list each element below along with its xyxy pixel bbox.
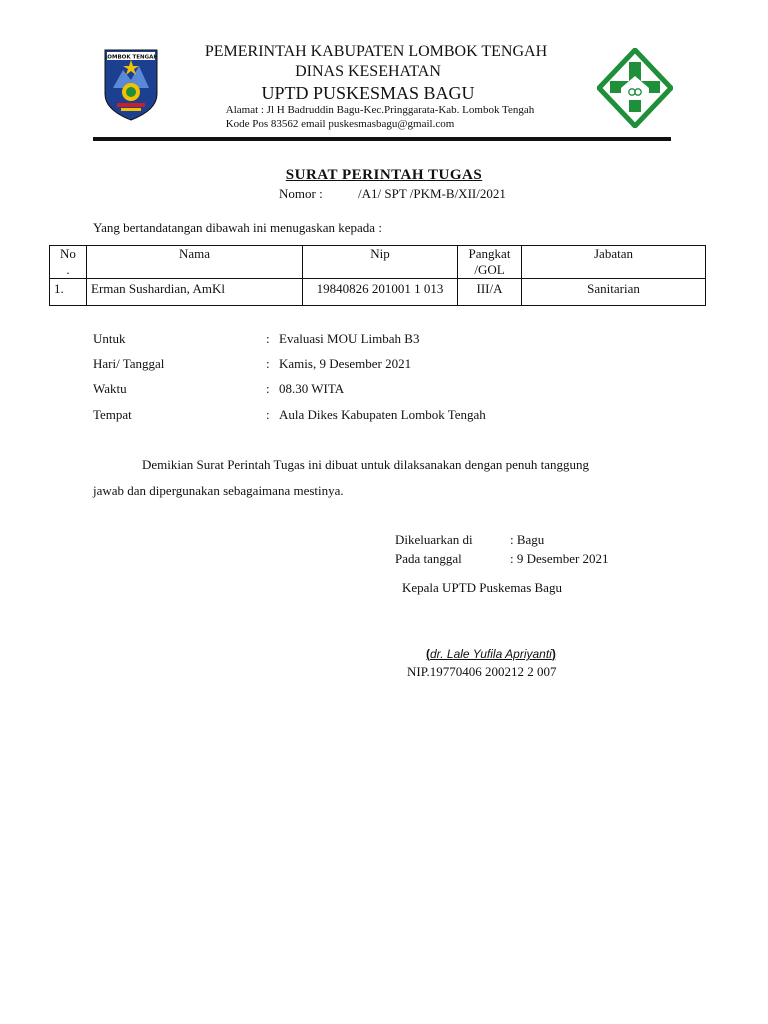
closing-paragraph-line1: Demikian Surat Perintah Tugas ini dibuat untuk dilaksanakan dengan penuh tanggung [142,457,589,472]
table-header-row [50,246,706,279]
header-no-dot: . [66,262,70,277]
detail-label-untuk: Untuk [93,331,126,346]
detail-value-waktu: 08.30 WITA [279,381,345,396]
signatory-name-text: dr. Lale Yufila Apriyanti [430,647,552,661]
detail-colon: : [266,331,270,346]
detail-label-tempat: Tempat [93,407,132,422]
detail-colon: : [266,381,270,396]
header-nip: Nip [303,246,458,279]
signatory-name [426,647,556,661]
header-nama: Nama [87,246,303,279]
header-address: Alamat : Jl H Badruddin Bagu-Kec.Pringgarata-Kab. Lombok Tengah [225,104,535,116]
issued-date-label: Pada tanggal [395,551,462,566]
header-pangkat [458,246,522,279]
signatory-title: Kepala UPTD Puskemas Bagu [402,580,562,595]
detail-value-tempat: Aula Dikes Kabupaten Lombok Tengah [279,407,486,422]
issued-date-value: : 9 Desember 2021 [510,551,609,566]
signatory-nip: NIP.19770406 200212 2 007 [407,664,557,679]
detail-colon: : [266,407,270,422]
issued-place-value: : Bagu [510,532,545,547]
signatory-name-close-paren: ) [551,647,556,661]
staff-table [49,245,706,306]
detail-colon: : [266,356,270,371]
detail-value-untuk: Evaluasi MOU Limbah B3 [279,331,420,346]
header-postal-email: Kode Pos 83562 email puskesmasbagu@gmail.com [225,118,455,130]
intro-text: Yang bertandatangan dibawah ini menugaskan kepada : [93,220,382,235]
cell-no: 1. [50,279,87,306]
nomor-value: /A1/ SPT /PKM-B/XII/2021 [358,186,506,201]
header-divider [93,137,671,141]
cell-pangkat: III/A [458,279,522,306]
document-title: SURAT PERINTAH TUGAS [285,167,483,183]
svg-text:LOMBOK TENGAH: LOMBOK TENGAH [104,54,158,61]
header-no [50,246,87,279]
closing-paragraph-line2: jawab dan dipergunakan sebagaimana mestinya. [93,483,344,498]
header-gol-label: /GOL [474,262,505,277]
header-pangkat-label: Pangkat [468,246,511,261]
detail-value-tanggal: Kamis, 9 Desember 2021 [279,356,412,371]
header-jabatan: Jabatan [522,246,706,279]
detail-label-tanggal: Hari/ Tanggal [93,356,165,371]
header-institution: UPTD PUSKESMAS BAGU [261,83,475,103]
header-department: DINAS KESEHATAN [295,63,441,80]
puskesmas-logo-icon [597,48,673,128]
header-government: PEMERINTAH KABUPATEN LOMBOK TENGAH [204,43,548,60]
detail-label-waktu: Waktu [93,381,127,396]
table-row [50,279,706,306]
header-no-label: No [60,246,76,261]
signatory-name-open-paren: ( [426,647,430,661]
cell-nip: 19840826 201001 1 013 [303,279,458,306]
issued-place-label: Dikeluarkan di [395,532,473,547]
nomor-label: Nomor : [279,186,323,201]
cell-jabatan: Sanitarian [522,279,706,306]
cell-nama: Erman Sushardian, AmKl [87,279,303,306]
